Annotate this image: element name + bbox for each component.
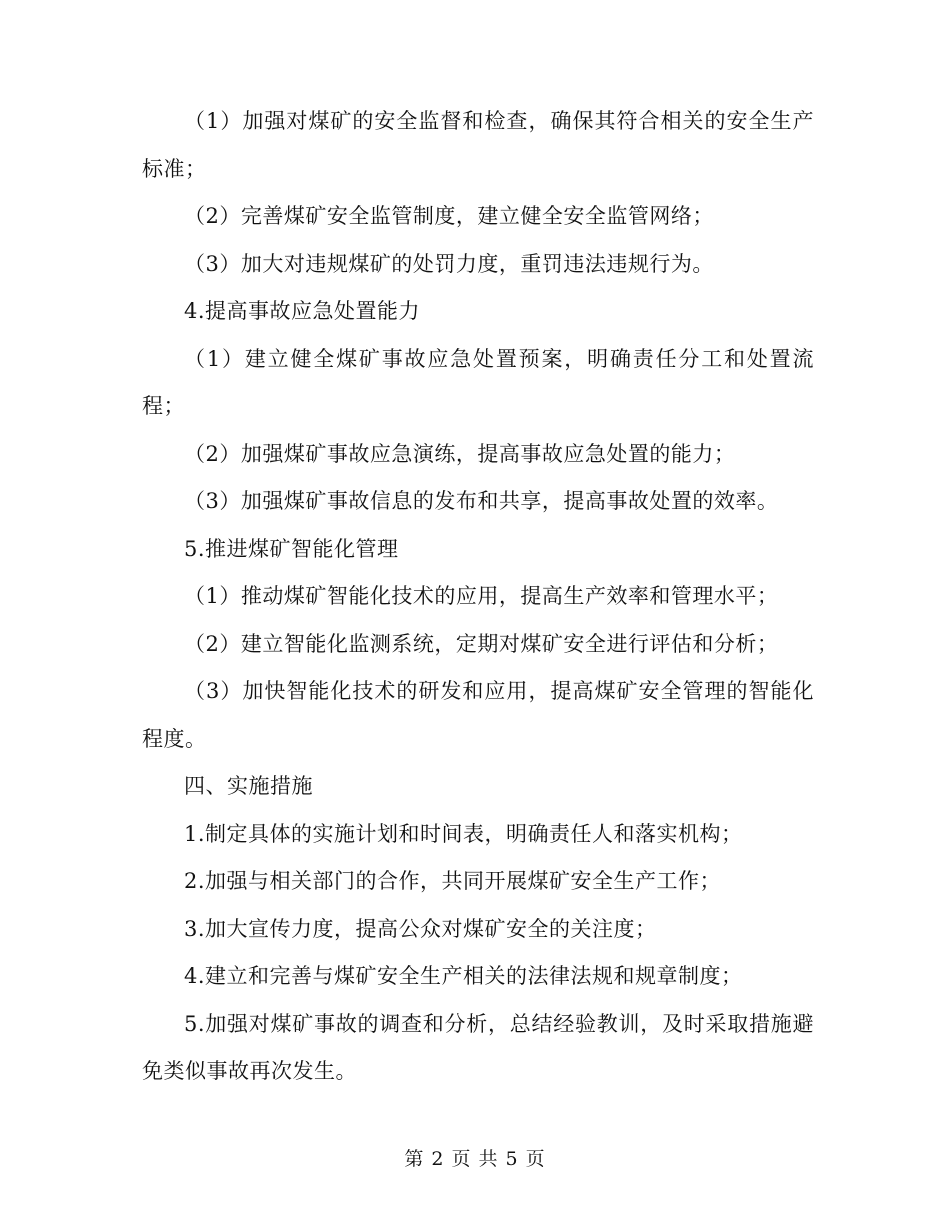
paragraph-emergency-2: （2）加强煤矿事故应急演练，提高事故应急处置的能力；	[184, 441, 736, 466]
document-body	[142, 98, 814, 1096]
paragraph-intelligent-2: （2）建立智能化监测系统，定期对煤矿安全进行评估和分析；	[184, 631, 779, 656]
paragraph-measure-2: 2.加强与相关部门的合作，共同开展煤矿安全生产工作；	[184, 869, 722, 893]
paragraph-intelligent-1: （1）推动煤矿智能化技术的应用，提高生产效率和管理水平；	[184, 584, 779, 608]
section-heading-intelligent: 5.推进煤矿智能化管理	[184, 536, 399, 561]
paragraph-measure-1: 1.制定具体的实施计划和时间表，明确责任人和落实机构；	[184, 821, 743, 846]
section-heading-emergency: 4.提高事故应急处置能力	[184, 299, 421, 323]
paragraph-emergency-1: （1）建立健全煤矿事故应急处置预案，明确责任分工和处置流程；	[142, 346, 814, 418]
paragraph-supervision-2: （2）完善煤矿安全监管制度，建立健全安全监管网络；	[184, 204, 714, 228]
paragraph-intelligent-3: （3）加快智能化技术的研发和应用，提高煤矿安全管理的智能化程度。	[142, 679, 814, 751]
section-heading-measures: 四、实施措施	[184, 774, 313, 798]
paragraph-emergency-3: （3）加强煤矿事故信息的发布和共享，提高事故处置的效率。	[184, 489, 779, 513]
paragraph-measure-4: 4.建立和完善与煤矿安全生产相关的法律法规和规章制度；	[184, 964, 743, 988]
paragraph-measure-3: 3.加大宣传力度，提高公众对煤矿安全的关注度；	[184, 916, 657, 941]
page-number-footer: 第 2 页 共 5 页	[404, 1148, 546, 1170]
paragraph-measure-5: 5.加强对煤矿事故的调查和分析，总结经验教训，及时采取措施避免类似事故再次发生。	[142, 1011, 814, 1083]
paragraph-supervision-3: （3）加大对违规煤矿的处罚力度，重罚违法违规行为。	[184, 251, 714, 276]
paragraph-supervision-1: （1）加强对煤矿的安全监督和检查，确保其符合相关的安全生产标准；	[142, 109, 814, 181]
